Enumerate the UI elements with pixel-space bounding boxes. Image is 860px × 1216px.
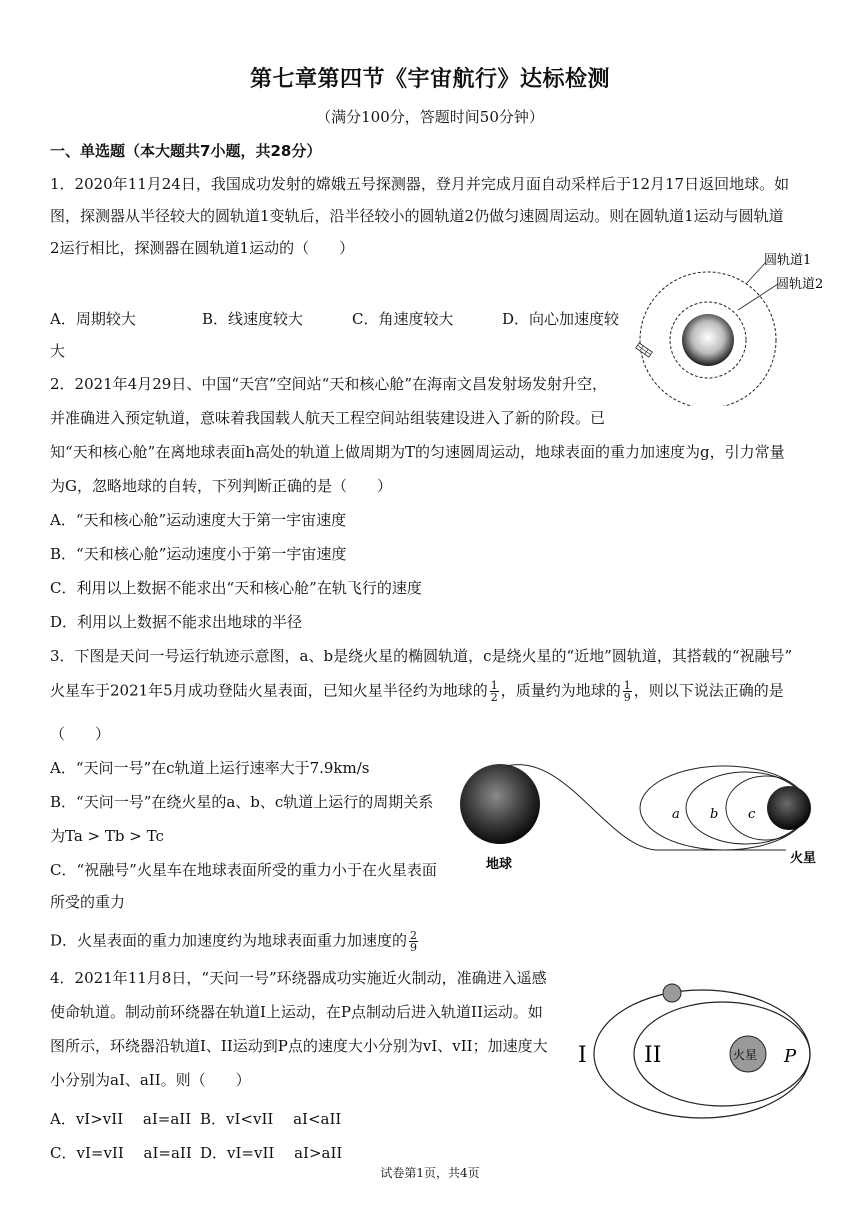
section-heading: 一、单选题（本大题共7小题，共28分） [50,142,322,160]
label-point-P: P [784,1046,797,1067]
q3-line-2: 火星车于2021年5月成功登陆火星表面，已知火星半径约为地球的 $\frac{1}{2}$ ，质量约为地球的 $\frac{1}{9}$ ，则以下说法正确的是 [50,679,784,704]
label-mars: 火星 [733,1048,758,1062]
moon-icon [682,314,734,366]
label-a: a [672,807,680,822]
q2-option-a: A．“天和核心舱”运动速度大于第一宇宙速度 [50,511,347,529]
q3-fraction-gravity: $\frac{2}{9}$ [410,929,418,954]
q4-line-3: 图所示，环绕器沿轨道I、II运动到P点的速度大小分别为vI、vII；加速度大 [50,1037,548,1055]
q3-trajectory-figure [456,756,828,874]
q4-option-b: B．vI<vII aI<aII [200,1110,342,1128]
q4-orbit-figure [572,980,818,1120]
q4-option-d: D．vI=vII aI>aII [200,1144,343,1162]
q2-option-c: C．利用以上数据不能求出“天和核心舱”在轨飞行的速度 [50,579,422,597]
q4-option-c: C．vI=vII aI=aII [50,1144,192,1162]
q3-fraction-radius: $\frac{1}{2}$ [490,679,498,704]
q1-option-a: A．周期较大 [50,310,136,328]
earth-icon [460,764,540,844]
q2-line-3: 知“天和核心舱”在离地球表面h高处的轨道上做周期为T的匀速圆周运动，地球表面的重力加速度为g，引力常量 [50,443,785,461]
q3-option-a: A．“天问一号”在c轨道上运行速率大于7.9km/s [50,759,370,777]
orbiter-icon [663,984,681,1002]
q3-option-b-2: 为Ta > Tb > Tc [50,827,164,845]
orbit-I [594,990,810,1118]
q4-line-4: 小分别为aI、aII。则（ ） [50,1071,251,1089]
label-orbit-1: 圆轨道1 [764,253,812,268]
q3-line-1: 3．下图是天问一号运行轨迹示意图，a、b是绕火星的椭圆轨道，c是绕火星的“近地”圆轨道，其搭载的“祝融号” [50,647,793,665]
q3-fraction-mass: $\frac{1}{9}$ [623,679,631,704]
q2-line-1: 2．2021年4月29日、中国“天宫”空间站“天和核心舱”在海南文昌发射场发射升空， [50,375,608,393]
label-mars: 火星 [790,851,817,866]
label-earth: 地球 [486,857,513,872]
q4-line-1: 4．2021年11月8日，“天问一号”环绕器成功实施近火制动，准确进入遥感 [50,969,547,987]
label-orbit-2: 圆轨道2 [776,277,824,292]
page-title: 第七章第四节《宇宙航行》达标检测 [249,67,610,92]
q3-line-3: （ ） [50,725,111,743]
q3-option-d: D．火星表面的重力加速度约为地球表面重力加速度的 $\frac{2}{9}$ [50,929,418,954]
page-footer: 试卷第1页，共4页 [380,1166,480,1180]
exam-info: （满分100分，答题时间50分钟） [316,108,544,126]
label-b: b [710,807,719,822]
q1-line-2: 图，探测器从半径较大的圆轨道1变轨后，沿半径较小的圆轨道2仍做匀速圆周运动。则在圆轨道1运动与圆轨道 [50,207,784,225]
q1-option-d: D．向心加速度较 [502,310,620,328]
q1-option-c: C．角速度较大 [352,310,454,328]
q3-option-b-1: B．“天问一号”在绕火星的a、b、c轨道上运行的周期关系 [50,793,434,811]
q2-option-d: D．利用以上数据不能求出地球的半径 [50,613,303,631]
q4-option-a: A．vI>vII aI=aII [50,1110,192,1128]
q3-option-c-1: C．“祝融号”火星车在地球表面所受的重力小于在火星表面 [50,861,437,879]
q1-line-1: 1．2020年11月24日，我国成功发射的嫦娥五号探测器，登月并完成月面自动采样后于12月17日返回地球。如 [50,175,790,193]
mars-icon [767,786,811,830]
probe-icon [636,343,653,357]
q3-option-c-2: 所受的重力 [50,893,126,911]
label-c: c [748,807,756,822]
q2-line-4: 为G，忽略地球的自转，下列判断正确的是（ ） [50,477,392,495]
q2-line-2: 并准确进入预定轨道，意味着我国载人航天工程空间站组装建设进入了新的阶段。已 [50,409,606,427]
q1-option-b: B．线速度较大 [202,310,304,328]
q4-line-2: 使命轨道。制动前环绕器在轨道I上运动，在P点制动后进入轨道II运动。如 [50,1003,543,1021]
q1-orbit-figure [628,246,828,406]
transfer-trajectory [506,765,786,850]
label-orbit-I: I [578,1043,587,1068]
q1-line-3: 2运行相比，探测器在圆轨道1运动的（ ） [50,239,355,257]
label-orbit-II: II [644,1043,662,1068]
q1-option-d-tail: 大 [50,342,66,360]
q2-option-b: B．“天和核心舱”运动速度小于第一宇宙速度 [50,545,347,563]
